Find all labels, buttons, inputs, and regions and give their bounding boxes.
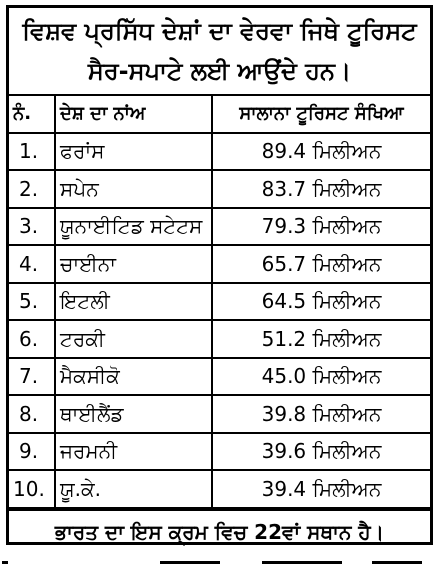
table-row bbox=[9, 245, 430, 283]
text-fragment-mark bbox=[2, 561, 8, 571]
tourists-cell: 65.7 ਮਿਲੀਅਨ bbox=[212, 245, 430, 283]
country-cell: ਸਪੇਨ bbox=[55, 170, 212, 208]
country-cell: ਚਾਈਨਾ bbox=[55, 245, 212, 283]
rank-cell: 2. bbox=[9, 170, 55, 208]
text-fragment-mark bbox=[372, 561, 422, 571]
rank-cell: 8. bbox=[9, 395, 55, 433]
rank-cell: 5. bbox=[9, 283, 55, 321]
country-cell: ਜਰਮਨੀ bbox=[55, 433, 212, 471]
tourists-cell: 39.8 ਮਿਲੀਅਨ bbox=[212, 395, 430, 433]
table-row bbox=[9, 283, 430, 321]
table-row bbox=[9, 170, 430, 208]
table-title bbox=[9, 8, 430, 94]
header-tourists: ਸਾਲਾਨਾ ਟੂਰਿਸਟ ਸੰਖਿਆ bbox=[212, 95, 430, 133]
rank-cell: 9. bbox=[9, 433, 55, 471]
country-cell: ਯੂ.ਕੇ. bbox=[55, 470, 212, 508]
rank-cell: 4. bbox=[9, 245, 55, 283]
country-cell: ਮੈਕਸੀਕੋ bbox=[55, 358, 212, 396]
table-row bbox=[9, 358, 430, 396]
table-row bbox=[9, 320, 430, 358]
country-cell: ਥਾਈਲੈਂਡ bbox=[55, 395, 212, 433]
tourism-table-box bbox=[6, 5, 433, 545]
header-number: ਨੰ. bbox=[9, 95, 55, 133]
table-header-row bbox=[9, 95, 430, 133]
table-row bbox=[9, 470, 430, 508]
country-cell: ਯੂਨਾਈਟਿਡ ਸਟੇਟਸ bbox=[55, 208, 212, 246]
country-cell: ਫਰਾਂਸ bbox=[55, 133, 212, 171]
tourism-ranking-table bbox=[9, 94, 430, 509]
tourists-cell: 39.6 ਮਿਲੀਅਨ bbox=[212, 433, 430, 471]
cropped-text-fragment bbox=[0, 559, 440, 574]
table-row bbox=[9, 133, 430, 171]
tourists-cell: 89.4 ਮਿਲੀਅਨ bbox=[212, 133, 430, 171]
rank-cell: 3. bbox=[9, 208, 55, 246]
tourists-cell: 45.0 ਮਿਲੀਅਨ bbox=[212, 358, 430, 396]
tourists-cell: 79.3 ਮਿਲੀਅਨ bbox=[212, 208, 430, 246]
country-cell: ਟਰਕੀ bbox=[55, 320, 212, 358]
table-row bbox=[9, 395, 430, 433]
rank-cell: 7. bbox=[9, 358, 55, 396]
text-fragment-mark bbox=[262, 561, 342, 571]
header-country: ਦੇਸ਼ ਦਾ ਨਾਂਅ bbox=[55, 95, 212, 133]
tourists-cell: 64.5 ਮਿਲੀਅਨ bbox=[212, 283, 430, 321]
country-cell: ਇਟਲੀ bbox=[55, 283, 212, 321]
table-row bbox=[9, 433, 430, 471]
table-row bbox=[9, 208, 430, 246]
rank-cell: 6. bbox=[9, 320, 55, 358]
table-footer-note: ਭਾਰਤ ਦਾ ਇਸ ਕ੍ਰਮ ਵਿਚ 22ਵਾਂ ਸਥਾਨ ਹੈ। bbox=[9, 509, 430, 553]
tourists-cell: 83.7 ਮਿਲੀਅਨ bbox=[212, 170, 430, 208]
rank-cell: 10. bbox=[9, 470, 55, 508]
title-line-2: ਸੈਰ-ਸਪਾਟੇ ਲਈ ਆਉਂਦੇ ਹਨ। bbox=[87, 57, 352, 85]
text-fragment-mark bbox=[160, 561, 220, 571]
rank-cell: 1. bbox=[9, 133, 55, 171]
tourists-cell: 39.4 ਮਿਲੀਅਨ bbox=[212, 470, 430, 508]
title-line-1: ਵਿਸ਼ਵ ਪ੍ਰਸਿੱਧ ਦੇਸ਼ਾਂ ਦਾ ਵੇਰਵਾ ਜਿਥੇ ਟੂਰਿਸਟ bbox=[22, 17, 417, 45]
tourists-cell: 51.2 ਮਿਲੀਅਨ bbox=[212, 320, 430, 358]
